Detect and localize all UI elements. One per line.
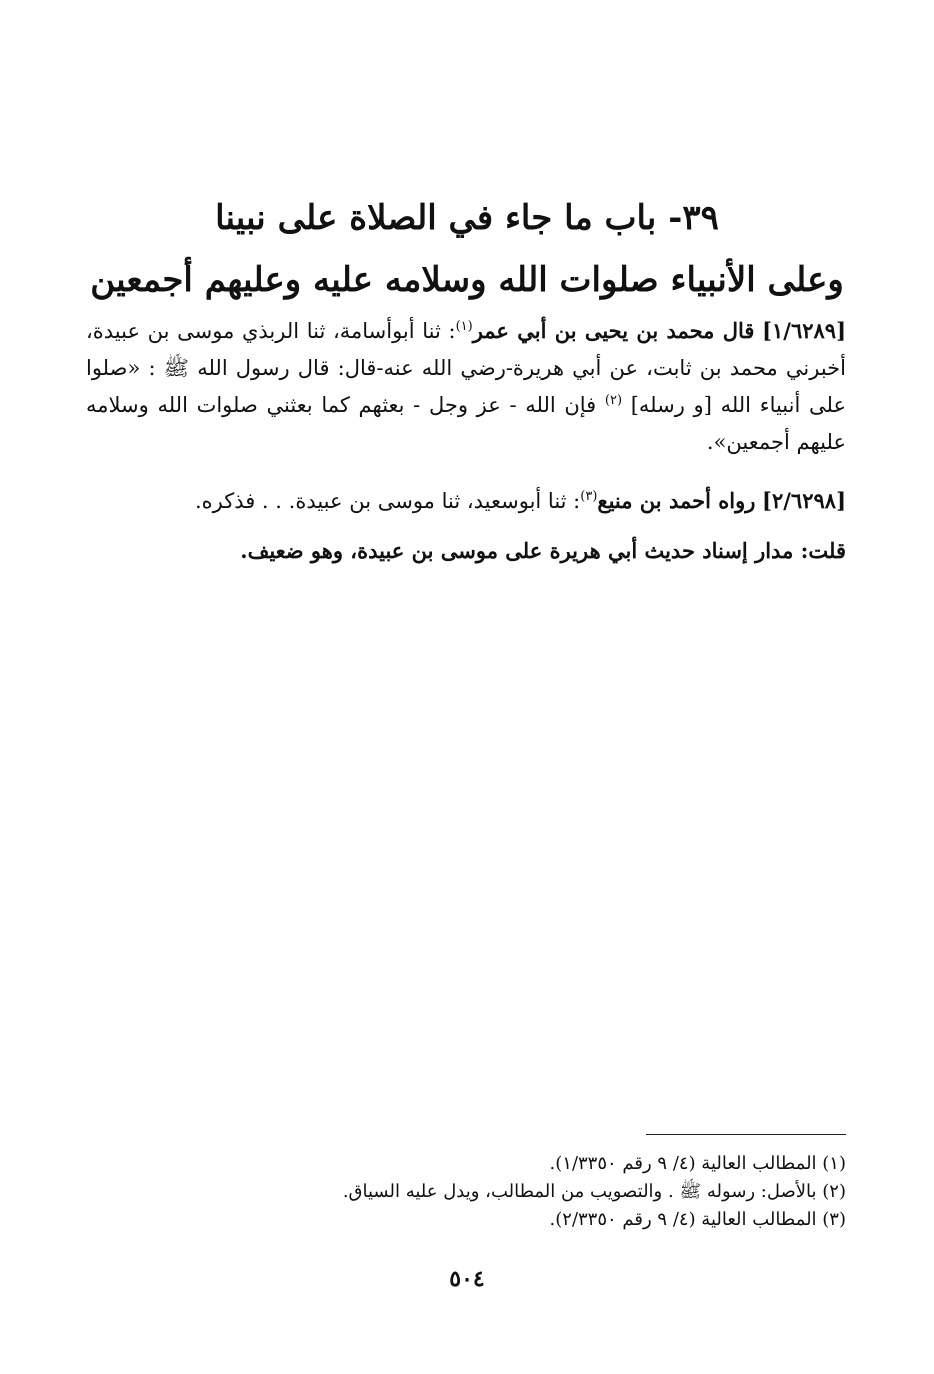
hadith-text: : ثنا أبوأسامة، ثنا الربذي موسى بن عبيدة، أخبرني محمد بن ثابت، عن أبي هريرة-رضي الله عنه-قال: قال رسول الله ﷺ : «صلوا على أنبياء الله [و رسله] bbox=[86, 319, 846, 417]
hadith-paragraph-2 bbox=[86, 482, 846, 520]
footnote-item: (١) المطالب العالية (٤/ ٩ رقم ١/٣٣٥٠). bbox=[549, 1153, 846, 1174]
page-number: ٥٠٤ bbox=[449, 1266, 485, 1292]
hadith-text: : ثنا أبوسعيد، ثنا موسى بن عبيدة. . . فذكره. bbox=[194, 489, 581, 513]
hadith-text: فإن الله - عز وجل - بعثهم كما بعثني صلوات الله وسلامه عليهم أجمعين». bbox=[86, 393, 846, 454]
hadith-paragraph-1 bbox=[86, 312, 846, 461]
hadith-narrator: رواه أحمد بن منيع bbox=[597, 488, 756, 513]
chapter-title-line-2: وعلى الأنبياء صلوات الله وسلامه عليه وعليهم أجمعين bbox=[90, 260, 844, 300]
footnotes-list bbox=[86, 1150, 846, 1234]
chapter-title-line-1: ٣٩- باب ما جاء في الصلاة على نبينا bbox=[215, 198, 719, 238]
footnote-item: (٣) المطالب العالية (٤/ ٩ رقم ٢/٣٣٥٠). bbox=[549, 1209, 846, 1230]
author-comment: قلت: مدار إسناد حديث أبي هريرة على موسى بن عبيدة، وهو ضعيف. bbox=[240, 538, 846, 563]
footnote-reference[interactable]: (٣) bbox=[580, 489, 598, 504]
footnote-reference[interactable]: (٢) bbox=[604, 393, 623, 408]
hadith-number: [٢/٦٢٩٨] bbox=[762, 488, 846, 513]
hadith-number: [١/٦٢٨٩] bbox=[762, 318, 847, 343]
footnote-item: (٢) بالأصل: رسوله ﷺ . والتصويب من المطالب، ويدل عليه السياق. bbox=[342, 1181, 846, 1202]
footnote-divider bbox=[646, 1134, 846, 1135]
footnote-reference[interactable]: (١) bbox=[455, 319, 473, 334]
hadith-narrator: قال محمد بن يحيى بن أبي عمر bbox=[472, 318, 755, 343]
